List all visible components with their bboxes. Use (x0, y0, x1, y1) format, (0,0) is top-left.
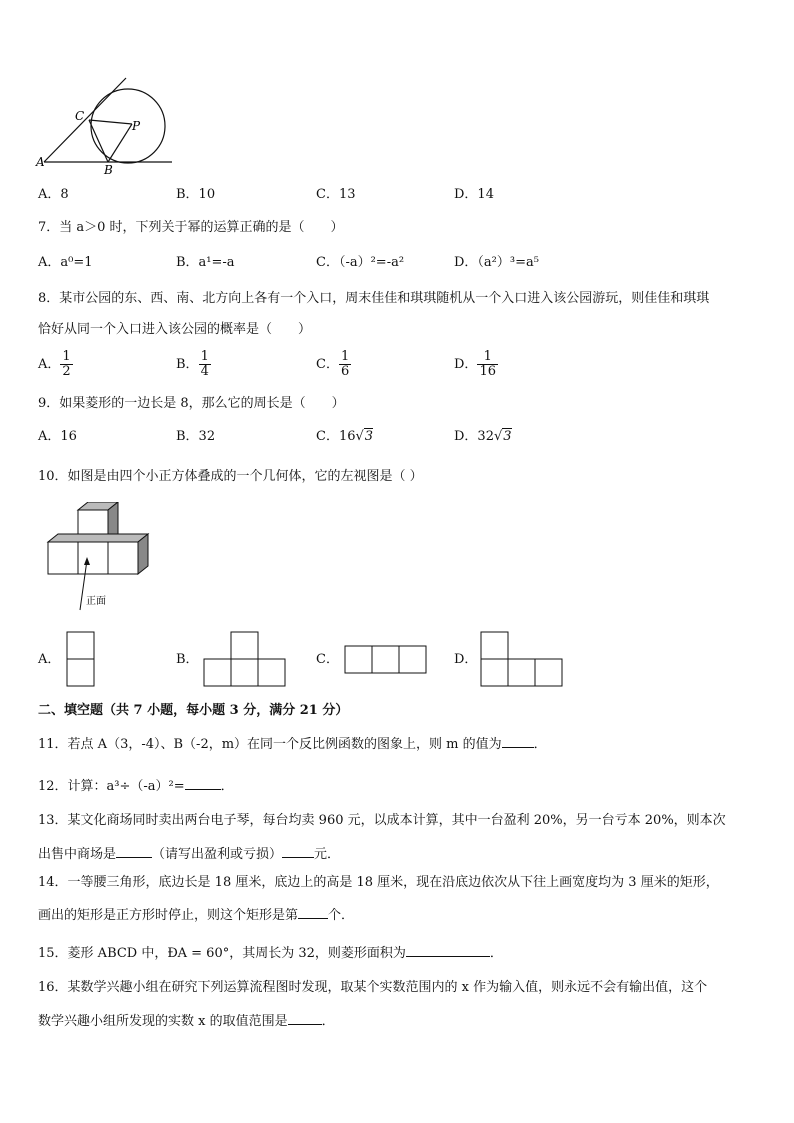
q9-stem: 9．如果菱形的一边长是 8，那么它的周长是（ ） (38, 396, 345, 411)
segment-cb (89, 120, 108, 162)
q6-geometry-figure (34, 74, 179, 179)
front-label: 正面 (86, 596, 106, 607)
label-b: B (104, 163, 113, 177)
q9-option-b: B．32 (176, 429, 216, 444)
q10-option-c-label: C． (316, 652, 339, 667)
q16-line1: 16．某数学兴趣小组在研究下列运算流程图时发现，取某个实数范围内的 x 作为输入值，则永远不会有输出值，这个 (38, 980, 708, 995)
segment-cp (89, 120, 132, 124)
q10-option-b-figure (203, 631, 289, 689)
q7-option-a: A．a⁰=1 (38, 255, 93, 270)
q16-answer-blank (288, 1011, 322, 1025)
bottom-cube-3 (108, 542, 138, 574)
circle-p (91, 89, 165, 163)
q15: 15．菱形 ABCD 中，ÐA = 60°，其周长为 32，则菱形面积为 ． (38, 943, 503, 963)
label-a: A (36, 155, 45, 169)
bottom-cube-1 (48, 542, 78, 574)
q13-answer-blank-2 (282, 844, 314, 858)
q8-option-c: C． $\frac{1}{6}$ (316, 349, 350, 379)
q11-answer-blank (502, 734, 534, 748)
q9-option-d: D．32√3 (454, 429, 512, 444)
q10-option-d-figure (480, 631, 566, 689)
q10-option-c-figure (344, 645, 430, 675)
q10-cube-figure (44, 502, 156, 614)
section-2-heading: 二、填空题（共 7 小题，每小题 3 分，满分 21 分） (38, 703, 349, 718)
q8-stem-line1: 8．某市公园的东、西、南、北方向上各有一个入口，周末佳佳和琪琪随机从一个入口进入该公园游玩，则佳佳和琪琪 (38, 291, 710, 306)
q8-option-d: D． $\frac{1}{16}$ (454, 349, 496, 379)
segment-pb (108, 124, 132, 162)
q6-option-c: C．13 (316, 187, 356, 202)
label-c: C (75, 109, 85, 123)
q8-stem-line2: 恰好从同一个入口进入该公园的概率是（ ） (38, 322, 312, 337)
q6-option-d: D．14 (454, 187, 494, 202)
q9-option-a: A．16 (38, 429, 77, 444)
q15-answer-blank (406, 943, 490, 957)
q8-option-b: B． $\frac{1}{4}$ (176, 349, 209, 379)
q12: 12．计算：a³÷（-a）²= ． (38, 776, 234, 796)
label-p: P (132, 119, 141, 133)
q13-line1: 13．某文化商场同时卖出两台电子琴，每台均卖 960 元，以成本计算，其中一台盈利 20%，另一台亏本 20%，则本次 (38, 813, 726, 828)
q13-answer-blank-1 (116, 844, 152, 858)
q14-line1: 14．一等腰三角形，底边长是 18 厘米，底边上的高是 18 厘米，现在沿底边依次从下往上画宽度均为 3 厘米的矩形， (38, 875, 719, 890)
q11: 11．若点 A（3，-4）、B（-2，m）在同一个反比例函数的图象上，则 m 的值为 ． (38, 734, 547, 754)
q10-option-a-figure (66, 631, 96, 689)
q14-answer-blank (298, 905, 328, 919)
q9-option-c: C．16√3 (316, 429, 374, 444)
q16-line2: 数学兴趣小组所发现的实数 x 的取值范围是 ． (38, 1011, 335, 1031)
q10-stem: 10．如图是由四个小正方体叠成的一个几何体，它的左视图是（ ） (38, 469, 423, 484)
q13-line2: 出售中商场是 （请写出盈利或亏损） 元． (38, 844, 340, 864)
q12-answer-blank (185, 776, 221, 790)
q6-option-b: B．10 (176, 187, 216, 202)
q7-option-c: C．（-a）²=-a² (316, 255, 405, 270)
q7-option-b: B．a¹=-a (176, 255, 235, 270)
q10-option-a-label: A． (38, 652, 61, 667)
q14-line2: 画出的矩形是正方形时停止，则这个矩形是第 个． (38, 905, 354, 925)
q10-option-b-label: B． (176, 652, 199, 667)
q8-option-a: A． $\frac{1}{2}$ (38, 349, 71, 379)
bottom-cube-2 (78, 542, 108, 574)
q10-option-d-label: D． (454, 652, 478, 667)
tangent-line-ac (44, 78, 126, 162)
bottom-row-top (48, 534, 148, 542)
q6-option-a: A．8 (38, 187, 69, 202)
q7-stem: 7．当 a＞0 时，下列关于幂的运算正确的是（ ） (38, 220, 344, 235)
q7-option-d: D．（a²）³=a⁵ (454, 255, 539, 270)
